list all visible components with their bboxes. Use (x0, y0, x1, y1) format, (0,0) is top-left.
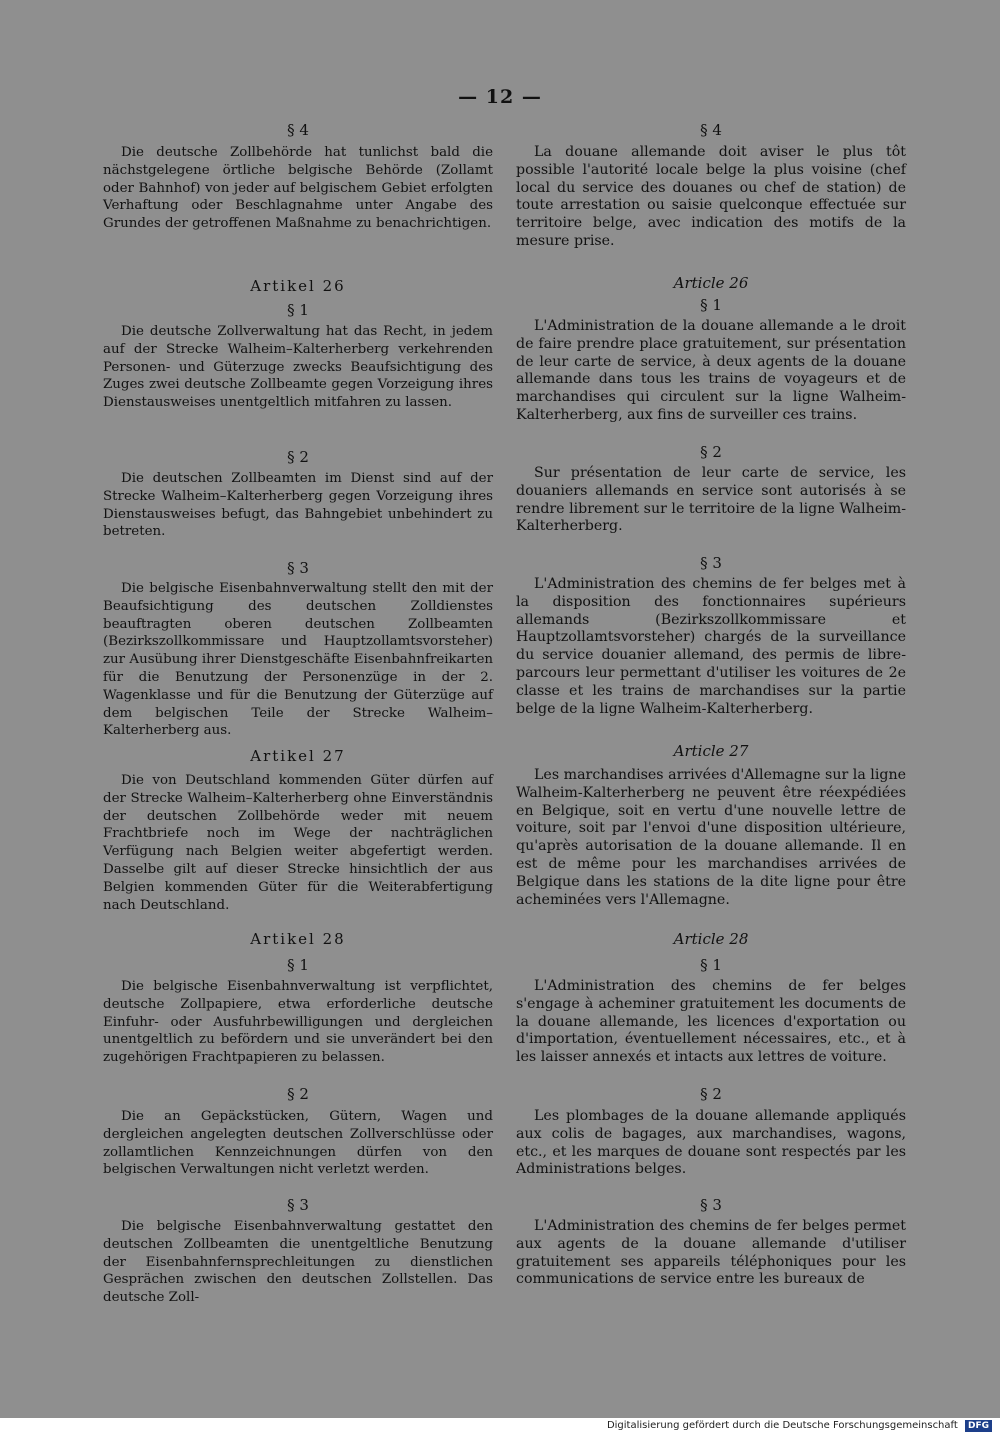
paragraph: Sur présentation de leur carte de service, les douaniers allemands en service sont autorisés à se rendre librement sur le territoire de la ligne Walheim-Kalterherberg. (516, 465, 906, 535)
paragraph: Die an Gepäckstücken, Gütern, Wagen und dergleichen angelegten deutschen Zollverschlüsse oder zollamtlichen Kennzeichnungen dürfen von den belgischen Verwaltungen nicht verletzt werden. (103, 1109, 493, 1178)
paragraph: L'Administration des chemins de fer belges permet aux agents de la douane allemande d'utiliser gratuitement ses appareils téléphoniques pour les communications de service entre les bureaux de (516, 1218, 906, 1288)
section-heading: § 1 (700, 296, 722, 314)
article-heading: Artikel 27 (250, 747, 346, 765)
paragraph: Die belgische Eisenbahnverwaltung gestattet den deutschen Zollbeamten die unentgeltliche Benutzung der Eisenbahnfernsprechleitungen zu dienstlichen Gesprächen zwischen den deutschen Zollstellen. Das deutsche Zoll- (103, 1219, 493, 1306)
article-heading: Article 28 (673, 930, 749, 948)
section-heading: § 3 (700, 554, 722, 572)
section-heading: § 2 (287, 448, 309, 466)
section-heading: § 2 (700, 443, 722, 461)
section-heading: § 3 (287, 1196, 309, 1214)
paragraph: L'Administration des chemins de fer belges met à la disposition des fonctionnaires supérieurs allemands (Bezirkszollkommissare et Hauptzollamtsvorsteher) chargés de la surveillance du service douanier allemand, des permis de libre-parcours leur permettant d'utiliser les voitures de 2e classe et les trains de marchandises sur la partie belge de la ligne Walheim-Kalterherberg. (516, 576, 906, 717)
article-heading: Artikel 26 (250, 277, 346, 295)
paragraph: Die von Deutschland kommenden Güter dürfen auf der Strecke Walheim–Kalterherberg ohne Einverständnis der deutschen Zollbehörde weder mit neuem Frachtbriefe noch im Wege der nachträglichen Verfügung nach Belgien weiter abgefertigt werden. Dasselbe gilt auf dieser Strecke hinsichtlich der aus Belgien kommenden Güter für die Weiterabfertigung nach Deutschland. (103, 773, 493, 913)
paragraph: Die deutschen Zollbeamten im Dienst sind auf der Strecke Walheim–Kalterherberg gegen Vorzeigung ihres Dienstausweises befugt, das Bahngebiet unbehindert zu betreten. (103, 471, 493, 540)
footer-text: Digitalisierung gefördert durch die Deutsche Forschungsgemeinschaft (606, 1420, 958, 1431)
section-heading: § 1 (287, 301, 309, 319)
paragraph: L'Administration des chemins de fer belges s'engage à acheminer gratuitement les documents de la douane allemande, les licences d'exportation ou d'importation, éventuellement nécessaires, etc., et à les laisser annexés et intacts aux lettres de voiture. (516, 978, 906, 1066)
section-heading: § 3 (287, 559, 309, 577)
paragraph: Les plombages de la douane allemande appliqués aux colis de bagages, aux marchandises, wagons, etc., et les marques de douane sont respectés par les Administrations belges. (516, 1108, 906, 1178)
paragraph: L'Administration de la douane allemande a le droit de faire prendre place gratuitement, sur présentation de leur carte de service, à deux agents de la douane allemande dans tous les trains de voyageurs et de marchandises qui circulent sur la ligne Walheim-Kalterherberg, aux fins de surveiller ces trains. (516, 318, 906, 423)
paragraph: Die deutsche Zollverwaltung hat das Recht, in jedem auf der Strecke Walheim–Kalterherberg verkehrenden Personen- und Güterzuge zwecks Beaufsichtigung des Zuges zwei deutsche Zollbeamte gegen Vorzeigung ihres Dienstausweises unentgeltlich mitfahren zu lassen. (103, 324, 493, 411)
paragraph: Die deutsche Zollbehörde hat tunlichst bald die nächstgelegene örtliche belgische Behörde (Zollamt oder Bahnhof) von jeder auf belgischem Gebiet erfolgten Verhaftung oder Beschlagnahme unter Angabe des Grundes der getroffenen Maßnahme zu benachrichtigen. (103, 145, 493, 232)
paragraph: La douane allemande doit aviser le plus tôt possible l'autorité locale belge la plus voisine (chef local du service des douanes ou chef de station) de toute arrestation ou saisie quelconque effectuée sur territoire belge, avec indication des motifs de la mesure prise. (516, 144, 906, 249)
article-heading: Article 27 (673, 742, 749, 760)
section-heading: § 3 (700, 1196, 722, 1214)
dfg-logo: DFG (965, 1420, 992, 1432)
section-heading: § 1 (287, 956, 309, 974)
section-heading: § 1 (700, 956, 722, 974)
page-number: — 12 — (458, 86, 542, 108)
paragraph: Die belgische Eisenbahnverwaltung ist verpflichtet, deutsche Zollpapiere, etwa erforderliche deutsche Einfuhr- oder Ausfuhrbewilligungen und dergleichen unentgeltlich zu befördern und sie unverändert bei den zugehörigen Frachtpapieren zu belassen. (103, 979, 493, 1066)
section-heading: § 2 (700, 1085, 722, 1103)
paragraph: Die belgische Eisenbahnverwaltung stellt den mit der Beaufsichtigung des deutschen Zolldienstes beauftragten oberen deutschen Zollbeamten (Bezirkszollkommissare und Hauptzollamtsvorsteher) zur Ausübung ihrer Dienstgeschäfte Eisenbahnfreikarten für die Benutzung der Personenzüge in der 2. Wagenklasse und für die Benutzung der Güterzüge auf dem belgischen Teile der Strecke Walheim–Kalterherberg aus. (103, 581, 493, 739)
section-heading: § 4 (700, 121, 722, 139)
article-heading: Artikel 28 (250, 930, 346, 948)
paragraph: Les marchandises arrivées d'Allemagne sur la ligne Walheim-Kalterherberg ne peuvent être réexpédiées en Belgique, soit en vertu d'une nouvelle lettre de voiture, soit par l'envoi d'une disposition ultérieure, qu'après autorisation de la douane allemande. Il en est de même pour les marchandises arrivées de Belgique dans les stations de la dite ligne pour être acheminées vers l'Allemagne. (516, 767, 906, 908)
section-heading: § 2 (287, 1085, 309, 1103)
section-heading: § 4 (287, 121, 309, 139)
article-heading: Article 26 (673, 274, 749, 292)
footer-bar (0, 1418, 1000, 1434)
